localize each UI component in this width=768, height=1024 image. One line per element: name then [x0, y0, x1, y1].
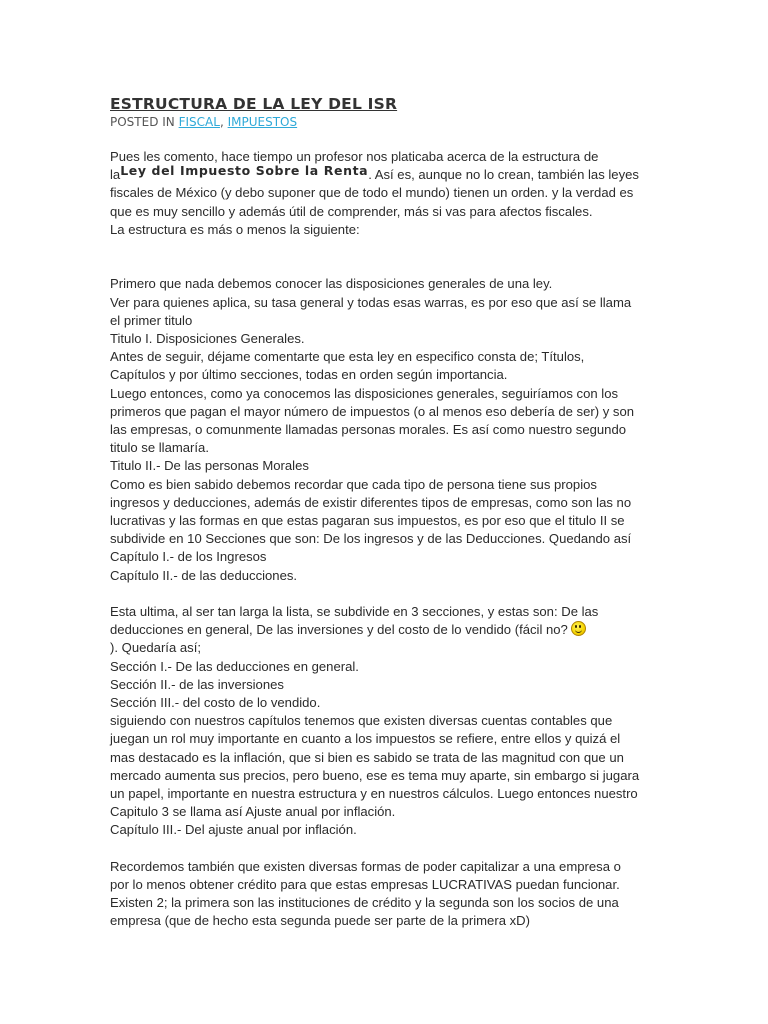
section-1 [110, 275, 670, 584]
paragraph-line: Ver para quienes aplica, su tasa general y todas esas warras, es por eso que así se llama [110, 294, 632, 310]
post-title[interactable]: ESTRUCTURA DE LA LEY DEL ISR [110, 95, 398, 113]
paragraph-line: mercado aumenta sus precios, pero bueno, ese es tema muy aparte, sin embargo si jugara [110, 767, 640, 783]
paragraph-line: Sección I.- De las deducciones en general. [110, 658, 359, 674]
paragraph-line: ingresos y deducciones, además de existir diferentes tipos de empresas, como son las no [110, 494, 632, 510]
paragraph-line: La estructura es más o menos la siguiente: [110, 221, 360, 237]
paragraph-line: Como es bien sabido debemos recordar que cada tipo de persona tiene sus propios [110, 476, 597, 492]
paragraph-line: subdivide en 10 Secciones que son: De los ingresos y de las Deducciones. Quedando así [110, 531, 632, 547]
section-2 [110, 639, 670, 839]
paragraph-line: fiscales de México (y debo suponer que de todo el mundo) tienen un orden. y la verdad es [110, 185, 634, 201]
paragraph-line: siguiendo con nuestros capítulos tenemos que existen diversas cuentas contables que [110, 713, 613, 729]
paragraph-line: Titulo I. Disposiciones Generales. [110, 331, 305, 347]
paragraph-line: empresa (que de hecho esta segunda puede ser parte de la primera xD) [110, 913, 530, 929]
paragraph-line: mas destacado es la inflación, que si bien es sabido se trata de las magnitud con que un [110, 749, 624, 765]
paragraph-line: Capitulo 3 se llama así Ajuste anual por inflación. [110, 804, 396, 820]
text-fragment: . Así es, aunque no lo crean, también las leyes [368, 167, 639, 183]
paragraph-line: Pues les comento, hace tiempo un profesor nos platicaba acerca de la estructura de [110, 149, 599, 164]
category-link-fiscal[interactable]: FISCAL [178, 115, 220, 129]
spacer [110, 840, 670, 858]
paragraph-line: Primero que nada debemos conocer las disposiciones generales de una ley. [110, 276, 553, 292]
text-fragment: la [110, 167, 121, 183]
post-meta [110, 115, 670, 130]
spacer [110, 239, 670, 275]
paragraph-line: Capítulo III.- Del ajuste anual por inflación. [110, 822, 357, 838]
paragraph-line: Recordemos también que existen diversas formas de poder capitalizar a una empresa o [110, 858, 621, 874]
law-name: Ley del Impuesto Sobre la Renta [120, 163, 369, 179]
paragraph-line: un papel, importante en nuestra estructura y en nuestros cálculos. Luego entonces nuestro [110, 786, 638, 802]
post-body [110, 148, 670, 931]
paragraph-line: Capítulo I.- de los Ingresos [110, 549, 267, 565]
paragraph-line: Existen 2; la primera son las instituciones de crédito y la segunda son los socios de una [110, 895, 619, 911]
paragraph-line: Capítulos y por último secciones, todas en orden según importancia. [110, 367, 508, 383]
paragraph-line: Titulo II.- De las personas Morales [110, 458, 309, 474]
section-3 [110, 858, 670, 931]
paragraph-line [110, 163, 670, 184]
paragraph-line: Sección III.- del costo de lo vendido. [110, 695, 321, 711]
paragraph-line: Sección II.- de las inversiones [110, 676, 284, 692]
paragraph-line: Luego entonces, como ya conocemos las disposiciones generales, seguiríamos con los [110, 385, 619, 401]
paragraph-line: primeros que pagan el mayor número de impuestos (o al menos eso debería de ser) y son [110, 403, 635, 419]
category-link-impuestos[interactable]: IMPUESTOS [227, 115, 298, 129]
posted-in-label: POSTED IN [110, 115, 175, 129]
smiley-icon [571, 621, 586, 636]
paragraph-line: que es muy sencillo y además útil de comprender, más si vas para afectos fiscales. [110, 203, 593, 219]
paragraph-line: Antes de seguir, déjame comentarte que esta ley en especifico consta de; Títulos, [110, 349, 585, 365]
paragraph-line: titulo se llamaría. [110, 440, 209, 456]
paragraph-line: el primer titulo [110, 312, 193, 328]
paragraph-line: las empresas, o comunmente llamadas personas morales. Es así como nuestro segundo [110, 422, 627, 438]
paragraph-line: Esta ultima, al ser tan larga la lista, se subdivide en 3 secciones, y estas son: De las [110, 604, 599, 620]
paragraph-line [110, 621, 670, 639]
spacer [110, 585, 670, 603]
text-fragment: deducciones en general, De las inversiones y del costo de lo vendido (fácil no? [110, 622, 568, 638]
category-separator: , [219, 115, 224, 129]
article [110, 95, 670, 931]
paragraph-line: Capítulo II.- de las deducciones. [110, 567, 298, 583]
paragraph-line: por lo menos obtener crédito para que estas empresas LUCRATIVAS puedan funcionar. [110, 877, 620, 893]
paragraph-line: juegan un rol muy importante en cuanto a los impuestos se refiere, entre ellos y quizá el [110, 731, 621, 747]
paragraph-line: ). Quedaría así; [110, 640, 201, 656]
paragraph-line: lucrativas y las formas en que estas pagaran sus impuestos, es por eso que el titulo II se [110, 513, 625, 529]
